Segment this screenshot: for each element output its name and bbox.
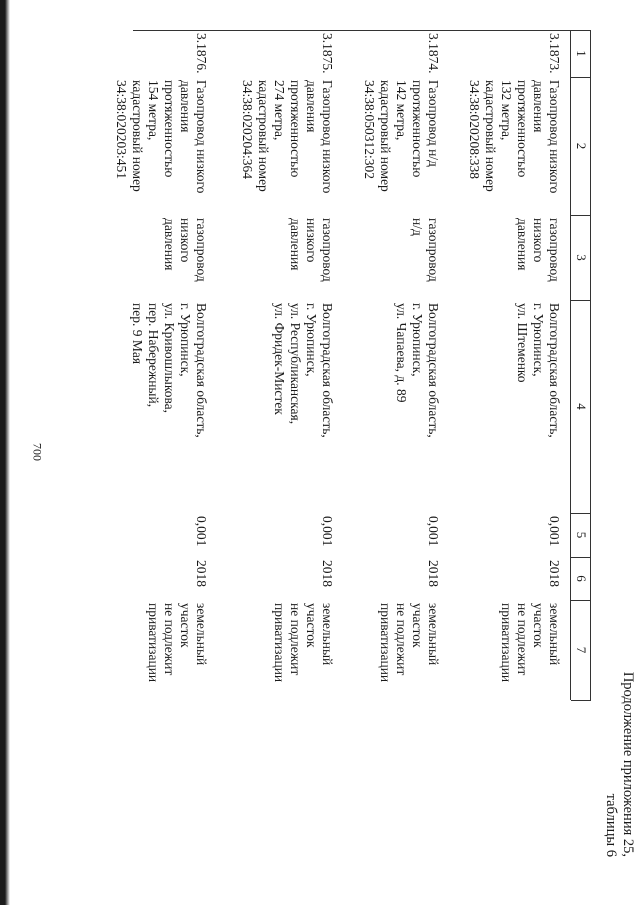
cell-line: земельный xyxy=(547,603,562,666)
page-number: 700 xyxy=(30,443,45,461)
cell-type xyxy=(514,218,562,282)
cell-num: 3.1875. xyxy=(320,33,335,74)
cell-line: земельный xyxy=(194,603,209,666)
continuation-line-1: Продолжение приложения 25, xyxy=(620,671,636,857)
cell-line: давления xyxy=(531,80,546,133)
cell-line: не подлежит xyxy=(288,603,303,676)
cell-line: протяженностью xyxy=(410,80,425,178)
cell-address xyxy=(393,303,441,438)
cell-line: приватизации xyxy=(272,603,287,683)
cell-num: 3.1876. xyxy=(194,33,209,74)
cell-line: г. Урюпинск, xyxy=(178,303,193,377)
cell-line: ул. Кривошлыкова, xyxy=(162,303,177,414)
cell-line: низкого xyxy=(304,218,319,263)
cell-type xyxy=(287,218,335,282)
cell-line: Газопровод низкого xyxy=(547,80,562,194)
cell-line: участок xyxy=(178,603,193,648)
cell-line: участок xyxy=(531,603,546,648)
cell-line: низкого xyxy=(531,218,546,263)
cell-col6: 2018 xyxy=(320,560,335,587)
column-header-7: 7 xyxy=(574,646,589,654)
cell-line: ул. Штеменко xyxy=(515,303,530,383)
column-rule xyxy=(133,30,591,31)
cell-num: 3.1873. xyxy=(547,33,562,74)
cell-col6: 2018 xyxy=(426,560,441,587)
cell-line: г. Урюпинск, xyxy=(410,303,425,377)
cell-type xyxy=(161,218,209,282)
cell-line: приватизации xyxy=(146,603,161,683)
continuation-note xyxy=(602,672,636,857)
cell-line: 34:38:020208:338 xyxy=(467,80,482,180)
cell-col6: 2018 xyxy=(547,560,562,587)
cell-col5: 0,001 xyxy=(426,516,441,547)
cell-line: газопровод xyxy=(547,218,562,282)
cell-line: давления xyxy=(178,80,193,133)
cell-line: кадастровый номер xyxy=(130,80,145,192)
cell-line: пер. 9 Мая xyxy=(130,303,145,365)
cell-line: протяженностью xyxy=(515,80,530,178)
cell-line: участок xyxy=(304,603,319,648)
cell-name xyxy=(239,80,335,193)
cell-line: г. Урюпинск, xyxy=(304,303,319,377)
cell-line: давления xyxy=(288,218,303,271)
cell-line: давления xyxy=(304,80,319,133)
cell-line: 34:38:020204:364 xyxy=(240,80,255,180)
cell-line: Волгоградская область, xyxy=(320,303,335,438)
cell-col7 xyxy=(145,603,209,682)
cell-name xyxy=(466,80,562,193)
cell-line: Волгоградская область, xyxy=(426,303,441,438)
cell-line: протяженностью xyxy=(288,80,303,178)
cell-line: кадастровый номер xyxy=(256,80,271,192)
cell-line: 142 метра, xyxy=(394,80,409,141)
rotated-page xyxy=(114,20,638,880)
cell-col5: 0,001 xyxy=(320,516,335,547)
cell-line: давления xyxy=(515,218,530,271)
column-header-4: 4 xyxy=(574,403,589,410)
cell-line: Газопровод низкого xyxy=(194,80,209,194)
cell-line: участок xyxy=(410,603,425,648)
cell-line: ул. Фридек-Мистек xyxy=(272,303,287,415)
cell-line: г. Урюпинск, xyxy=(531,303,546,377)
cell-line: протяженностью xyxy=(162,80,177,178)
cell-col5: 0,001 xyxy=(194,516,209,547)
column-header-5: 5 xyxy=(574,531,589,539)
cell-line: Волгоградская область, xyxy=(194,303,209,438)
column-header-3: 3 xyxy=(574,254,589,261)
column-rule xyxy=(571,700,591,701)
cell-col7 xyxy=(271,603,335,682)
continuation-line-2: таблицы 6 xyxy=(603,793,619,857)
cell-address xyxy=(129,303,209,438)
cell-col6: 2018 xyxy=(194,560,209,587)
column-header-2: 2 xyxy=(574,142,589,150)
cell-line: приватизации xyxy=(499,603,514,683)
cell-line: 154 метра, xyxy=(146,80,161,141)
cell-line: Волгоградская область, xyxy=(547,303,562,438)
cell-line: не подлежит xyxy=(515,603,530,676)
cell-line: не подлежит xyxy=(162,603,177,676)
cell-line: низкого xyxy=(178,218,193,263)
cell-line: 34:38:020203:451 xyxy=(114,80,129,180)
scan-edge xyxy=(0,0,10,905)
cell-line: газопровод xyxy=(426,218,441,282)
cell-line: пер. Набережный, xyxy=(146,303,161,408)
cell-line: давления xyxy=(162,218,177,271)
cell-address xyxy=(271,303,335,438)
cell-col7 xyxy=(498,603,562,682)
column-header-6: 6 xyxy=(574,575,589,582)
cell-line: ул. Республиканская, xyxy=(288,303,303,425)
cell-line: ул. Чапаева, д. 89 xyxy=(394,303,409,403)
cell-line: Газопровод низкого xyxy=(320,80,335,194)
cell-type xyxy=(409,218,441,282)
cell-line: Газопровод н/д xyxy=(426,80,441,167)
cell-line: н/д xyxy=(410,218,425,236)
cell-line: приватизации xyxy=(378,603,393,683)
cell-col7 xyxy=(377,603,441,682)
cell-num: 3.1874. xyxy=(426,33,441,74)
column-header-1: 1 xyxy=(574,50,589,57)
cell-line: не подлежит xyxy=(394,603,409,676)
cell-line: 132 метра, xyxy=(499,80,514,141)
cell-col5: 0,001 xyxy=(547,516,562,547)
cell-line: кадастровый номер xyxy=(483,80,498,192)
cell-address xyxy=(514,303,562,438)
cell-line: кадастровый номер xyxy=(378,80,393,192)
cell-line: 274 метра, xyxy=(272,80,287,141)
cell-line: газопровод xyxy=(320,218,335,282)
cell-line: земельный xyxy=(320,603,335,666)
cell-line: газопровод xyxy=(194,218,209,282)
cell-line: 34:38:050312:302 xyxy=(362,80,377,180)
cell-line: земельный xyxy=(426,603,441,666)
cell-name xyxy=(113,80,209,193)
cell-name xyxy=(361,80,441,192)
